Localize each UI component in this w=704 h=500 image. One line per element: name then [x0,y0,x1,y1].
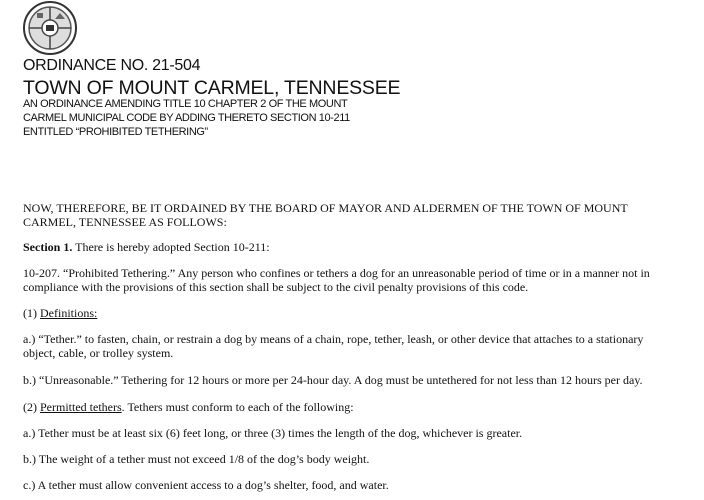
section-1-label: Section 1. [23,240,73,254]
definitions-number: (1) [23,306,40,320]
town-title: TOWN OF MOUNT CARMEL, TENNESSEE [23,77,401,99]
permitted-item-a: a.) Tether must be at least six (6) feet long, or three (3) times the length of the dog, whichever is greater. [23,426,523,440]
permitted-label: Permitted tethers [40,400,122,414]
preamble: NOW, THEREFORE, BE IT ORDAINED BY THE BOARD OF MAYOR AND ALDERMEN OF THE TOWN OF MOUNT CARMEL, TENNESSEE AS FOLLOWS: [23,201,628,229]
permitted-tethers-heading [23,400,673,414]
ordinance-number: ORDINANCE NO. 21-504 [23,57,201,74]
permitted-item-b: b.) The weight of a tether must not exceed 1/8 of the dog’s body weight. [23,452,370,466]
definitions-heading [23,306,673,320]
definitions-label: Definitions: [40,306,98,320]
permitted-text: . Tethers must conform to each of the following: [121,400,354,414]
definition-unreasonable: b.) “Unreasonable.” Tethering for 12 hours or more per 24-hour day. A dog must be untethered for not less than 12 hours per day. [23,373,643,387]
section-1-text: There is hereby adopted Section 10-211: [72,240,270,254]
definition-tether: a.) “Tether.” to fasten, chain, or restrain a dog by means of a chain, rope, tether, leash, or other device that attaches to a stationary object, cable, or trolley system. [23,332,644,360]
section-1 [23,240,673,254]
permitted-number: (2) [23,400,40,414]
town-seal-logo [23,1,77,55]
permitted-item-c: c.) A tether must allow convenient access to a dog’s shelter, food, and water. [23,478,389,492]
paragraph-10-207: 10-207. “Prohibited Tethering.” Any person who confines or tethers a dog for an unreasonable period of time or in a manner not in compliance with the provisions of this section shall be subject to the civil penalty provisions of this code. [23,266,650,294]
ordinance-subtitle: AN ORDINANCE AMENDING TITLE 10 CHAPTER 2 OF THE MOUNT CARMEL MUNICIPAL CODE BY ADDING THERETO SECTION 10-211 ENTITLED “PROHIBITED TETHERING” [23,98,350,138]
